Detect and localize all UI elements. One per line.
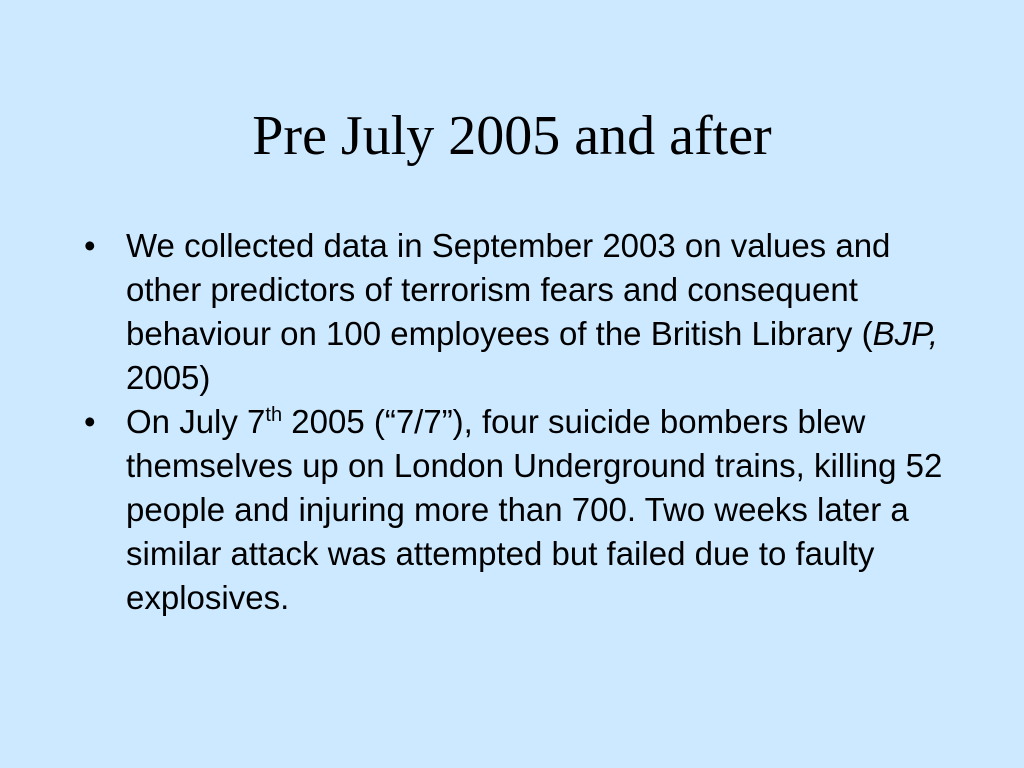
bullet-item-july-attack	[84, 400, 964, 620]
bullet-text-end: 2005)	[126, 359, 211, 396]
bullet-list	[84, 224, 964, 620]
bullet-item-data-collection	[84, 224, 964, 400]
bullet-text	[126, 224, 964, 400]
slide-title: Pre July 2005 and after	[252, 105, 772, 167]
ordinal-superscript: th	[265, 404, 283, 426]
bullet-marker: •	[84, 227, 96, 264]
bullet-text-main: We collected data in September 2003 on values and other predictors of terrorism fears and consequent behaviour on 100 employees of the British Library (	[126, 227, 891, 352]
bullet-text-main: 2005 (“7/7”), four suicide bombers blew themselves up on London Underground trains, killing 52 people and injuring more than 700. Two weeks later a similar attack was attempted but failed due to faulty explosives.	[126, 403, 943, 616]
journal-abbreviation: BJP,	[872, 315, 939, 352]
bullet-text-start: On July 7	[126, 403, 266, 440]
bullet-text	[126, 400, 964, 620]
bullet-marker: •	[84, 403, 96, 440]
